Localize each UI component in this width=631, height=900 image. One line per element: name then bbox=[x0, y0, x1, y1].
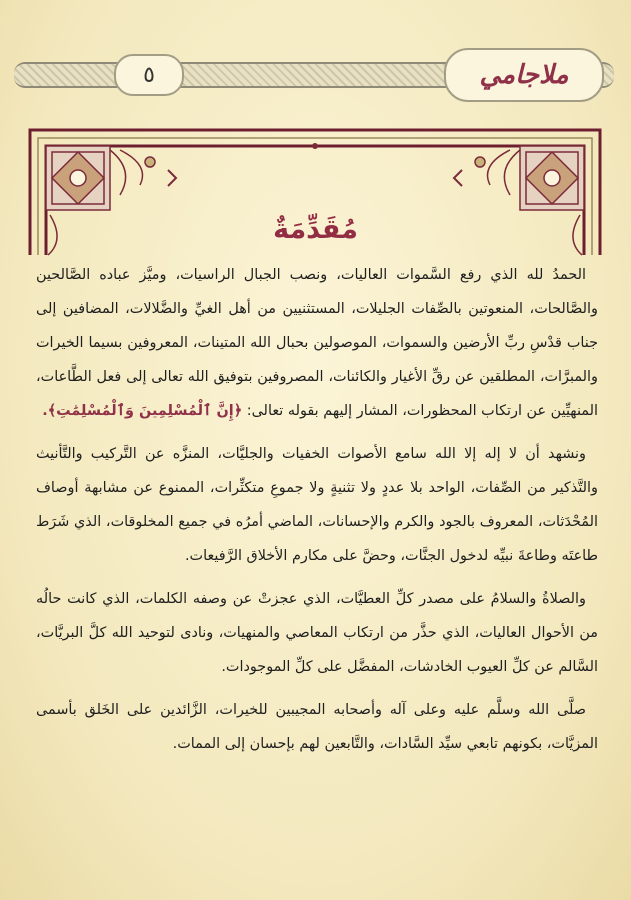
paragraph-4: صلَّى الله وسلَّم عليه وعلى آله وأصحابه المجيبين للخيرات، الزَّائدين على الخَلق بأسمى المزيَّات، بكونهم تابعي سيِّد السَّادات، والتَّابعين لهم بإحسان إلى الممات. bbox=[36, 702, 598, 752]
book-title: ملاجامي bbox=[444, 48, 604, 102]
body-text bbox=[36, 258, 598, 770]
paragraph-2: ونشهد أن لا إله إلا الله سامع الأصوات الخفيات والجليَّات، المنزَّه عن التَّركيب والتَّأنيث والتَّذكير من الصِّفات، الواحد بلا عددٍ ولا تثنيةٍ ولا جموعِ متكثِّرات، الممنوع عن مشابهة أوصاف المُحْدَثات، المعروف بالجود والكرم والإحسانات، الماضي أمرُه في جميع المخلوقات، الذي شَرَط طاعتَه وطاعةَ نبيِّه لدخول الجنَّات، وحضَّ على مكارم الأخلاق الرَّفيعات. bbox=[36, 446, 598, 564]
decorative-frame bbox=[0, 110, 631, 270]
section-title: مُقَدِّمَةٌ bbox=[273, 214, 358, 245]
paragraph-1: الحمدُ لله الذي رفع السَّموات العاليات، ونصب الجبال الراسيات، وميَّز عباده الصَّالحين والصَّالحات، المنعوتين بالصِّفات الجليلات، المستثنيين من أهل الغيِّ والضَّلالات، المضافين إلى جناب قدْسِ ربِّ الأرضين والسموات، الموصولين بحبال الله المتينات، المعروفين بسيما الخيرات والمبرَّات، المطلقين عن رقِّ الأغيار والكائنات، المصروفين بتوفيق الله تعالى إلى فعل الطَّاعات، المنهيِّين عن ارتكاب المحظورات، المشار إليهم بقوله تعالى: ﴿إِنَّ ٱلْمُسْلِمِينَ وَٱلْمُسْلِمَٰتِ﴾. bbox=[36, 267, 598, 419]
paragraph-3: والصلاةُ والسلامُ على مصدر كلِّ العطيَّات، الذي عجزتْ عن وصفه الكلمات، الذي كانت حالُه من الأحوال العاليات، الذي حذَّر من ارتكاب المعاصي والمنهيات، ونادى لتوحيد الله كلَّ البريَّات، السَّالم عن كلِّ العيوب الخادشات، المفضَّل على كلِّ الموجودات. bbox=[36, 591, 598, 675]
header-band bbox=[14, 52, 614, 96]
page-number: ٥ bbox=[114, 54, 184, 96]
quranic-verse: ﴿إِنَّ ٱلْمُسْلِمِينَ وَٱلْمُسْلِمَٰتِ﴾. bbox=[42, 403, 243, 419]
